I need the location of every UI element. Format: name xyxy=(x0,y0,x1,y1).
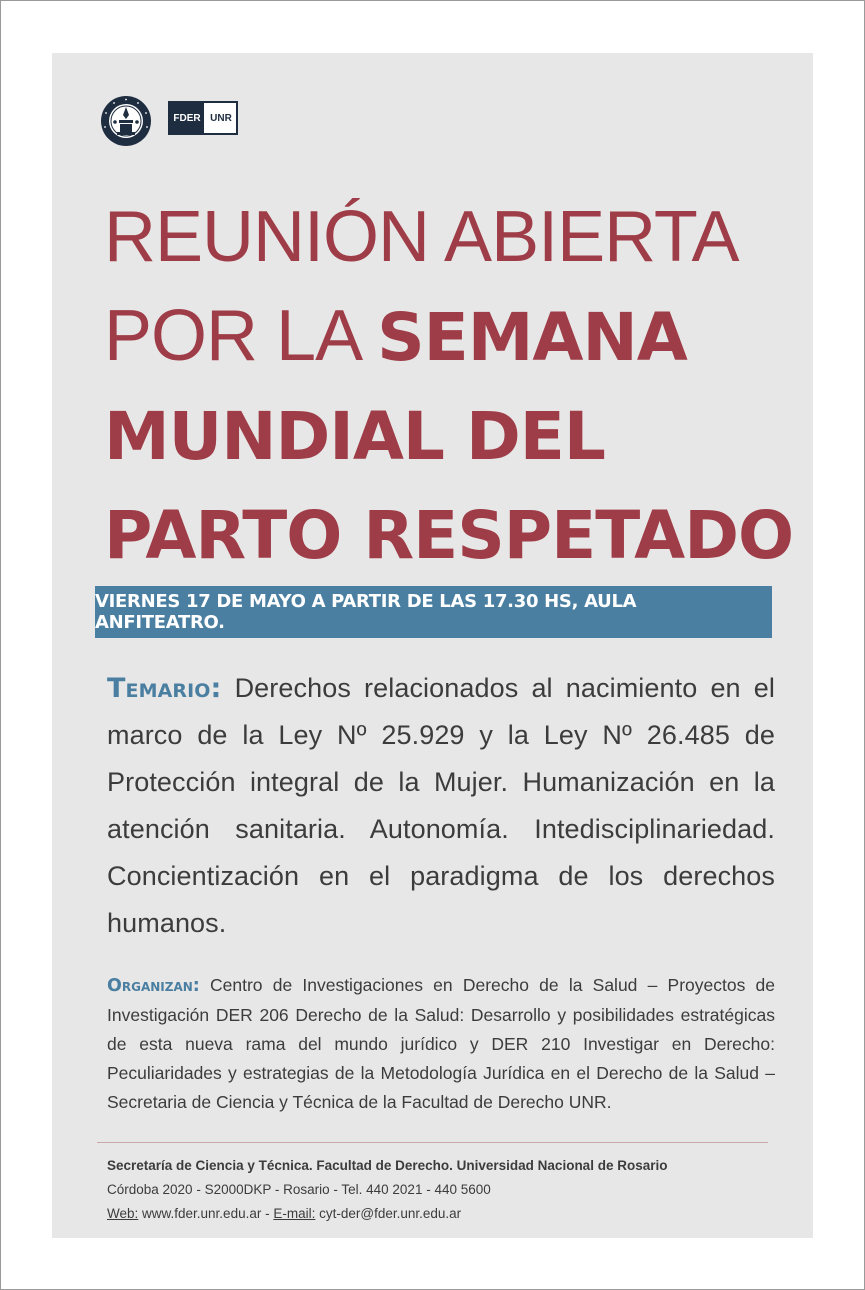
organizan-label: Organizan: xyxy=(107,976,200,996)
web-url: www.fder.unr.edu.ar - xyxy=(138,1206,274,1221)
footer xyxy=(107,1154,775,1226)
email-address: cyt-der@fder.unr.edu.ar xyxy=(315,1206,462,1221)
date-banner-text: VIERNES 17 DE MAYO A PARTIR DE LAS 17.30 HS, AULA ANFITEATRO. xyxy=(95,591,637,633)
footer-institution: Secretaría de Ciencia y Técnica. Facultad de Derecho. Universidad Nacional de Rosario xyxy=(107,1158,668,1173)
date-banner xyxy=(95,586,772,638)
web-label: Web: xyxy=(107,1206,139,1221)
unr-seal-logo xyxy=(100,95,152,147)
organizan-text: Centro de Investigaciones en Derecho de la Salud – Proyectos de Investigación DER 206 Derecho de la Salud: Desarrollo y posibilidades estratégicas de esta nueva rama del mundo jurídico y DER 210 Investigar en Derecho: Peculiaridades y estrategias de la Metodología Jurídica en el Derecho de la Salud – Secretaria de Ciencia y Técnica de la Facultad de Derecho UNR. xyxy=(107,975,775,1112)
temario-paragraph xyxy=(107,665,775,947)
organizan-paragraph xyxy=(107,971,775,1117)
title-line-2-thin: POR LA xyxy=(104,296,378,376)
title-line-2-bold: SEMANA xyxy=(377,299,687,376)
temario-label: Temario: xyxy=(107,673,222,704)
footer-divider xyxy=(97,1142,768,1143)
title-line-4: PARTO RESPETADO xyxy=(104,497,794,574)
title-line-1: REUNIÓN ABIERTA xyxy=(104,197,739,277)
footer-address: Córdoba 2020 - S2000DKP - Rosario - Tel. 440 2021 - 440 5600 xyxy=(107,1182,491,1197)
unr-logo-label: UNR xyxy=(204,103,236,133)
email-label: E-mail: xyxy=(273,1206,316,1221)
poster-title xyxy=(104,188,794,585)
title-line-3: MUNDIAL DEL xyxy=(104,398,605,475)
temario-text: Derechos relacionados al nacimiento en el marco de la Ley Nº 25.929 y la Ley Nº 26.485 de Protección integral de la Mujer. Humanización en la atención sanitaria. Autonomía. Intedisciplinariedad. Concientización en el paradigma de los derechos humanos. xyxy=(107,673,775,938)
footer-contact xyxy=(107,1202,775,1226)
fder-logo-label: FDER xyxy=(170,103,204,133)
poster xyxy=(52,53,813,1238)
fder-unr-logo xyxy=(168,101,238,135)
title-line-2 xyxy=(104,287,794,387)
